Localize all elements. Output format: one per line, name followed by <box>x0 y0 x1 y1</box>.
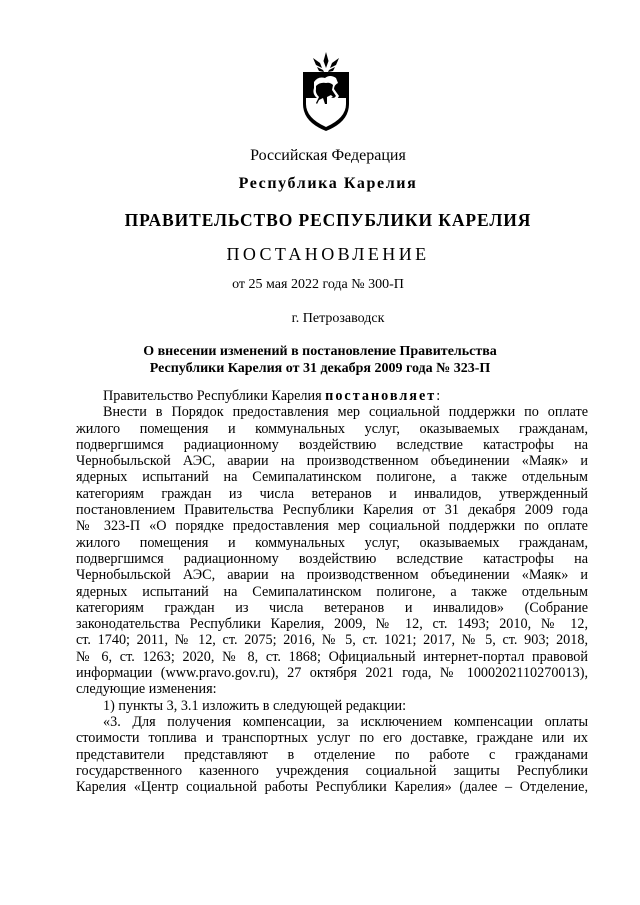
intro-suffix: : <box>436 388 441 404</box>
body-line: стоимости топлива и транспортных услуг по его доставке, граждане или их <box>76 730 588 747</box>
body-line: ядерных испытаний на Семипалатинском полигоне, а также отдельным <box>76 469 588 486</box>
body-line: ядерных испытаний на Семипалатинском полигоне, а также отдельным <box>76 583 588 600</box>
document-subject <box>0 343 640 377</box>
body-line: 1) пункты 3, 3.1 изложить в следующей редакции: <box>103 697 407 714</box>
body-line: Карелия «Центр социальной работы Республики Карелия» (далее – Отделение, <box>76 779 588 796</box>
body-line: Внести в Порядок предоставления мер социальной поддержки по оплате <box>103 404 588 421</box>
body-line: информации (www.pravo.gov.ru), 27 октября 2021 года, № 1000202110270013), <box>76 665 588 682</box>
document-city: г. Петрозаводск <box>291 311 385 326</box>
body-line: представители представляют в отделение по работе с гражданами <box>76 746 588 763</box>
body-line: категориям граждан из числа ветеранов и инвалидов» (Собрание <box>76 599 588 616</box>
government-name: ПРАВИТЕЛЬСТВО РЕСПУБЛИКИ КАРЕЛИЯ <box>124 210 532 230</box>
federation-name: Российская Федерация <box>250 147 406 164</box>
document-type: ПОСТАНОВЛЕНИЕ <box>226 244 430 264</box>
body-line: Чернобыльской АЭС, аварии на производственном объединении «Маяк» и <box>76 453 588 470</box>
intro-decree-word: постановляет <box>325 388 437 404</box>
coat-of-arms-emblem <box>300 52 352 132</box>
subject-line: О внесении изменений в постановление Правительства <box>143 344 497 359</box>
document-date-number: от 25 мая 2022 года № 300-П <box>232 277 404 292</box>
body-line: следующие изменения: <box>76 681 217 698</box>
body-line: Чернобыльской АЭС, аварии на производственном объединении «Маяк» и <box>76 567 588 584</box>
intro-line <box>76 388 588 404</box>
body-line: жилого помещения и коммунальных услуг, оказываемых гражданам, <box>76 534 588 551</box>
body-line: № 323-П «О порядке предоставления мер социальной поддержки по оплате <box>76 518 588 535</box>
body-line: жилого помещения и коммунальных услуг, оказываемых гражданам, <box>76 420 588 437</box>
republic-name: Республика Карелия <box>238 175 418 192</box>
body-line: подвергшимся радиационному воздействию вследствие катастрофы на <box>76 550 588 567</box>
body-line: категориям граждан из числа ветеранов и инвалидов, утвержденный <box>76 485 588 502</box>
body-line: «3. Для получения компенсации, за исключением компенсации оплаты <box>103 713 588 730</box>
body-line: подвергшимся радиационному воздействию вследствие катастрофы на <box>76 436 588 453</box>
subject-line: Республики Карелия от 31 декабря 2009 года № 323-П <box>149 361 491 376</box>
body-line: законодательства Республики Карелия, 2009, № 12, ст. 1493; 2010, № 12, <box>76 616 588 633</box>
body-line: государственного казенного учреждения социальной защиты Республики <box>76 762 588 779</box>
body-line: № 6, ст. 1263; 2020, № 8, ст. 1868; Официальный интернет-портал правовой <box>76 648 588 665</box>
body-line: ст. 1740; 2011, № 12, ст. 2075; 2016, № 5, ст. 1021; 2017, № 5, ст. 903; 2018, <box>76 632 588 649</box>
document-body <box>76 388 588 795</box>
intro-prefix: Правительство Республики Карелия <box>103 388 322 404</box>
body-line: постановлением Правительства Республики Карелия от 31 декабря 2009 года <box>76 502 588 519</box>
